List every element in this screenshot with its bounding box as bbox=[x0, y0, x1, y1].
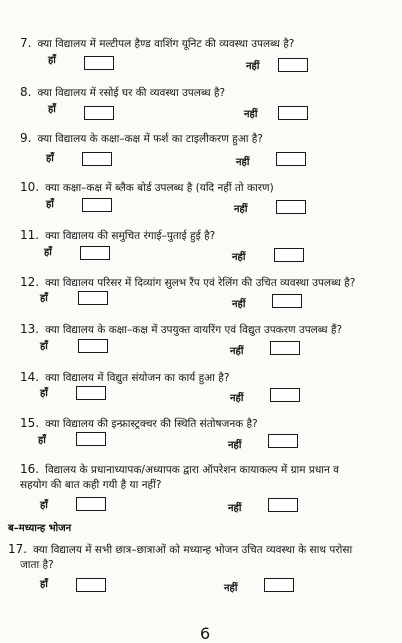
question-7 bbox=[20, 36, 396, 51]
question-text: क्या विद्यालय में मल्टीपल हैण्ड वाशिंग यूनिट की व्यवस्था उपलब्ध है? bbox=[37, 38, 295, 50]
question-text: क्या विद्यालय की समुचित रंगाई–पुताई हुई है? bbox=[45, 230, 216, 242]
no-checkbox[interactable] bbox=[264, 578, 294, 592]
question-9 bbox=[20, 131, 396, 146]
question-text: क्या विद्यालय की इन्फ्रास्ट्रक्चर की स्थिति संतोषजनक है? bbox=[45, 418, 258, 430]
no-checkbox[interactable] bbox=[268, 434, 298, 448]
yes-checkbox[interactable] bbox=[84, 56, 114, 70]
question-number: 14. bbox=[20, 370, 40, 384]
yes-checkbox[interactable] bbox=[78, 291, 108, 305]
yes-checkbox[interactable] bbox=[78, 339, 108, 353]
yes-checkbox[interactable] bbox=[84, 106, 114, 120]
section-heading: ब–मध्यान्ह भोजन bbox=[8, 523, 72, 534]
no-checkbox[interactable] bbox=[276, 152, 306, 166]
no-checkbox[interactable] bbox=[270, 388, 300, 402]
question-text-continued: जाता है? bbox=[20, 559, 54, 571]
no-label: नहीं bbox=[230, 393, 244, 404]
yes-label: हाँ bbox=[40, 388, 48, 399]
no-label: नहीं bbox=[232, 252, 246, 263]
question-number: 12. bbox=[20, 275, 40, 289]
question-number: 13. bbox=[20, 322, 40, 336]
yes-label: हाँ bbox=[40, 579, 48, 590]
question-number: 8. bbox=[20, 85, 32, 99]
no-label: नहीं bbox=[236, 157, 250, 168]
yes-label: हाँ bbox=[38, 435, 46, 446]
no-checkbox[interactable] bbox=[276, 200, 306, 214]
question-number: 10. bbox=[20, 180, 40, 194]
yes-checkbox[interactable] bbox=[82, 198, 112, 212]
yes-label: हाँ bbox=[46, 153, 54, 164]
question-13 bbox=[20, 322, 396, 337]
question-text: क्या विद्यालय के कक्षा–कक्ष में फर्श का टाइलीकरण हुआ है? bbox=[37, 133, 263, 145]
question-number: 15. bbox=[20, 416, 40, 430]
question-11 bbox=[20, 228, 396, 243]
yes-checkbox[interactable] bbox=[76, 386, 106, 400]
question-text: क्या विद्यालय में विद्युत संयोजन का कार्य हुआ है? bbox=[45, 372, 230, 384]
yes-checkbox[interactable] bbox=[76, 432, 106, 446]
question-number: 17. bbox=[8, 542, 28, 556]
question-number: 11. bbox=[20, 228, 40, 242]
yes-label: हाँ bbox=[44, 247, 52, 258]
no-label: नहीं bbox=[228, 503, 242, 514]
question-number: 16. bbox=[20, 462, 40, 476]
no-label: नहीं bbox=[232, 299, 246, 310]
question-17 bbox=[8, 542, 396, 557]
question-text-continued: सहयोग की बात कही गयी है या नहीं? bbox=[20, 479, 162, 491]
question-number: 9. bbox=[20, 131, 32, 145]
no-label: नहीं bbox=[246, 61, 260, 72]
question-8 bbox=[20, 85, 396, 100]
yes-label: हाँ bbox=[48, 104, 56, 115]
yes-checkbox[interactable] bbox=[76, 578, 106, 592]
yes-checkbox[interactable] bbox=[76, 497, 106, 511]
no-checkbox[interactable] bbox=[274, 248, 304, 262]
question-text: क्या कक्षा–कक्ष में ब्लैक बोर्ड उपलब्ध है (यदि नहीं तो कारण) bbox=[45, 182, 274, 194]
question-text: क्या विद्यालय परिसर में दिव्यांग सुलभ रैंप एवं रेलिंग की उचित व्यवस्था उपलब्ध है? bbox=[45, 277, 356, 289]
question-10 bbox=[20, 180, 396, 195]
yes-checkbox[interactable] bbox=[80, 246, 110, 260]
no-checkbox[interactable] bbox=[278, 58, 308, 72]
yes-label: हाँ bbox=[40, 341, 48, 352]
question-text: क्या विद्यालय में रसोई घर की व्यवस्था उपलब्ध है? bbox=[37, 87, 226, 99]
yes-label: हाँ bbox=[46, 199, 54, 210]
no-checkbox[interactable] bbox=[268, 498, 298, 512]
yes-checkbox[interactable] bbox=[82, 152, 112, 166]
yes-label: हाँ bbox=[40, 500, 48, 511]
yes-label: हाँ bbox=[48, 55, 56, 66]
no-label: नहीं bbox=[234, 204, 248, 215]
question-14 bbox=[20, 370, 396, 385]
no-checkbox[interactable] bbox=[272, 294, 302, 308]
yes-label: हाँ bbox=[40, 293, 48, 304]
question-12 bbox=[20, 275, 396, 290]
question-text: क्या विद्यालय के कक्षा–कक्ष में उपयुक्त वायरिंग एवं विद्युत उपकरण उपलब्ध हैं? bbox=[45, 324, 343, 336]
question-16 bbox=[20, 462, 396, 477]
question-number: 7. bbox=[20, 36, 32, 50]
no-checkbox[interactable] bbox=[278, 106, 308, 120]
no-label: नहीं bbox=[230, 346, 244, 357]
no-label: नहीं bbox=[224, 583, 238, 594]
page-number: 6 bbox=[200, 624, 211, 643]
no-label: नहीं bbox=[228, 440, 242, 451]
question-15 bbox=[20, 416, 396, 431]
question-text: क्या विद्यालय में सभी छात्र–छात्राओं को मध्यान्ह भोजन उचित व्यवस्था के साथ परोसा bbox=[33, 544, 353, 556]
no-label: नहीं bbox=[244, 109, 258, 120]
no-checkbox[interactable] bbox=[270, 341, 300, 355]
question-text: विद्यालय के प्रधानाध्यापक/अध्यापक द्वारा ऑपरेशन कायाकल्प में ग्राम प्रधान व bbox=[45, 464, 340, 476]
